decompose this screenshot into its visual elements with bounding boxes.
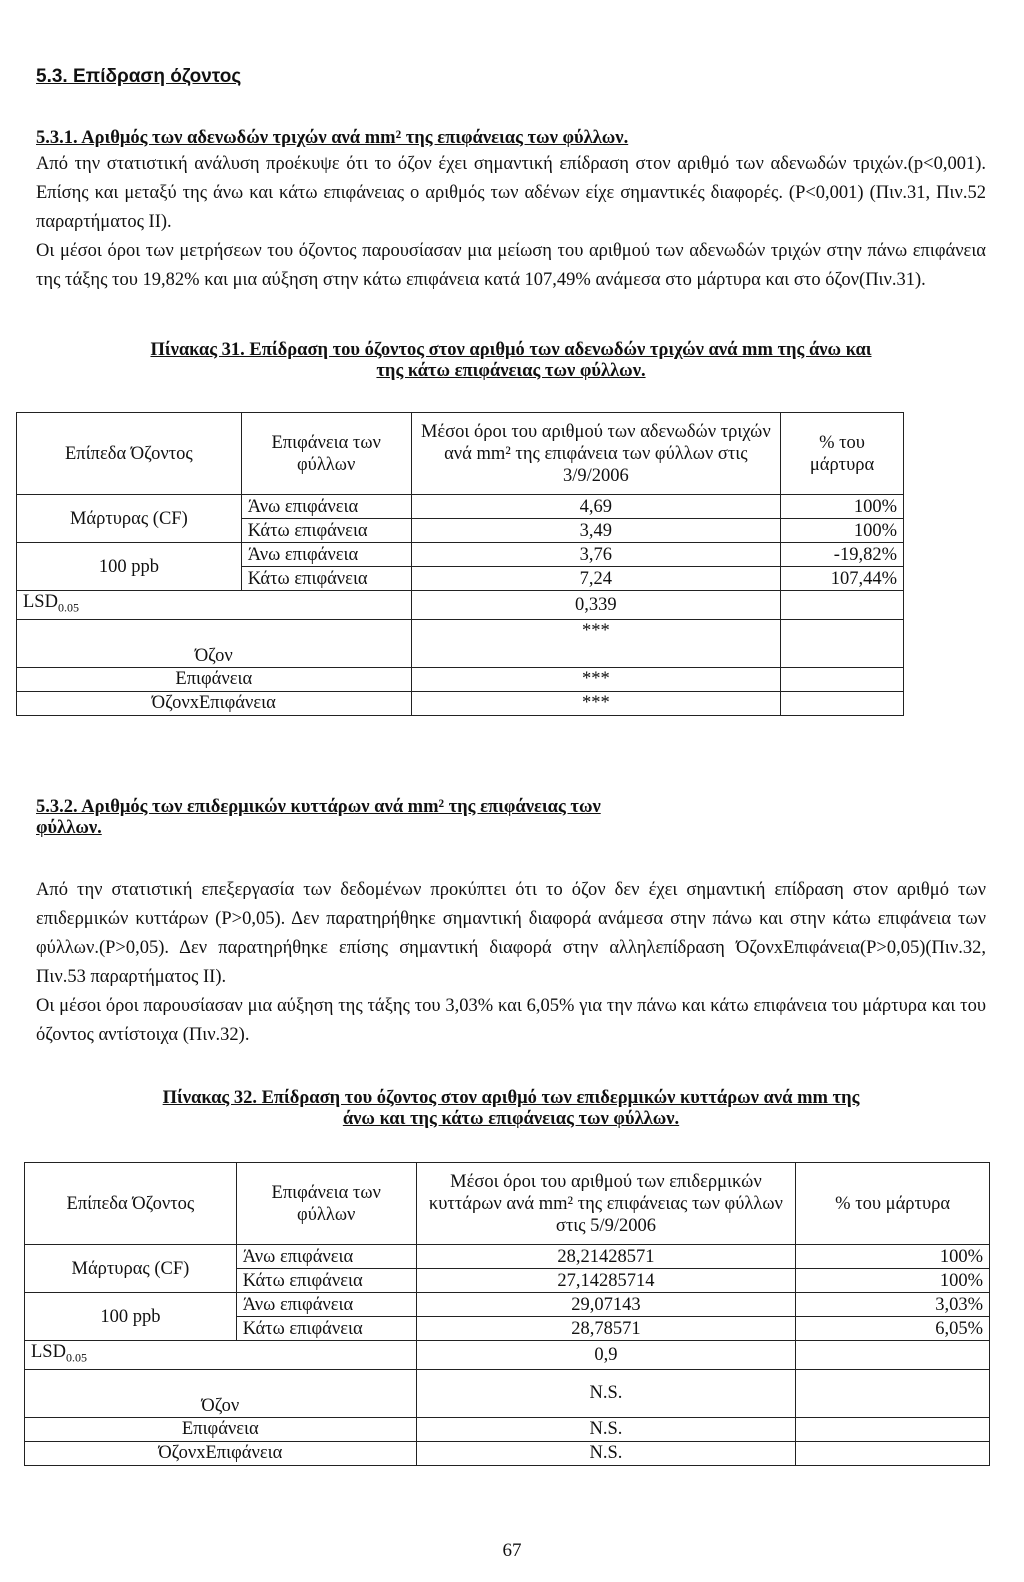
cell-ozone-sig: ***	[411, 619, 780, 667]
section-title: 5.3. Επίδραση όζοντος	[36, 66, 242, 87]
row-label-control: Μάρτυρας (CF)	[25, 1245, 237, 1293]
subsection-5-3-1-text	[36, 150, 986, 295]
paragraph: Από την στατιστική ανάλυση προέκυψε ότι το όζον έχει σημαντική επίδραση στον αριθμό των αδενωδών τριχών.(p<0,001). Επίσης και μεταξύ της άνω και κάτω επιφάνειας ο αριθμός των αδένων είχε σημαντικές διαφορές. (P<0,001) (Πιν.31, Πιν.52 παραρτήματος ΙΙ).	[36, 154, 986, 232]
row-label-surface: Επιφάνεια	[25, 1417, 417, 1441]
caption-line: άνω και της κάτω επιφάνειας των φύλλων.	[342, 1109, 680, 1129]
cell-ozone-sig: N.S.	[416, 1369, 796, 1417]
cell-pct: 100%	[796, 1245, 990, 1269]
cell-empty	[796, 1341, 990, 1370]
cell-value: 28,78571	[416, 1317, 796, 1341]
table-32	[24, 1162, 990, 1466]
cell-value: 3,49	[411, 519, 780, 543]
caption-line: Πίνακας 32. Επίδραση του όζοντος στον αριθμό των επιδερμικών κυττάρων ανά mm της	[162, 1088, 860, 1108]
header-mean: Μέσοι όροι του αριθμού των αδενωδών τριχών ανά mm² της επιφάνεια των φύλλων στις 3/9/2006	[411, 413, 780, 495]
table-31	[16, 412, 904, 716]
cell-empty	[796, 1369, 990, 1417]
caption-line: της κάτω επιφάνειας των φύλλων.	[376, 361, 646, 381]
row-label-interaction: ΌζονxΕπιφάνεια	[17, 691, 412, 715]
cell-empty	[781, 691, 904, 715]
cell-value: 29,07143	[416, 1293, 796, 1317]
cell-surface-sig: ***	[411, 667, 780, 691]
lsd-label: LSD	[31, 1342, 66, 1362]
header-level: Επίπεδα Όζοντος	[17, 413, 242, 495]
subsection-heading-5-3-1: 5.3.1. Αριθμός των αδενωδών τριχών ανά mm² της επιφάνειας των φύλλων.	[36, 128, 629, 148]
cell-pct: -19,82%	[781, 543, 904, 567]
cell-value: 27,14285714	[416, 1269, 796, 1293]
header-pct: % του μάρτυρα	[796, 1163, 990, 1245]
row-label-control: Μάρτυρας (CF)	[17, 495, 242, 543]
cell-surface: Άνω επιφάνεια	[241, 495, 411, 519]
header-surface: Επιφάνεια των φύλλων	[241, 413, 411, 495]
cell-value: 4,69	[411, 495, 780, 519]
cell-interaction-sig: N.S.	[416, 1441, 796, 1465]
row-label-ppb: 100 ppb	[17, 543, 242, 591]
cell-pct: 3,03%	[796, 1293, 990, 1317]
cell-pct: 6,05%	[796, 1317, 990, 1341]
cell-surface-sig: N.S.	[416, 1417, 796, 1441]
header-pct: % του μάρτυρα	[781, 413, 904, 495]
row-label-surface: Επιφάνεια	[17, 667, 412, 691]
row-label-lsd	[17, 591, 412, 620]
cell-empty	[796, 1417, 990, 1441]
row-label-ppb: 100 ppb	[25, 1293, 237, 1341]
cell-value: 7,24	[411, 567, 780, 591]
paragraph: Οι μέσοι όροι των μετρήσεων του όζοντος παρουσίασαν μια μείωση του αριθμού των αδενωδών τριχών στην πάνω επιφάνεια της τάξης του 19,82% και μια αύξηση στην κάτω επιφάνεια κατά 107,49% ανάμεσα στο μάρτυρα και στο όζον(Πιν.31).	[36, 241, 986, 290]
cell-empty	[796, 1441, 990, 1465]
subsection-5-3-2-text	[36, 876, 986, 1050]
cell-lsd-value: 0,9	[416, 1341, 796, 1370]
cell-pct: 107,44%	[781, 567, 904, 591]
cell-surface: Άνω επιφάνεια	[236, 1293, 416, 1317]
cell-surface: Κάτω επιφάνεια	[236, 1269, 416, 1293]
table-32-caption	[36, 1088, 986, 1130]
paragraph: Από την στατιστική επεξεργασία των δεδομένων προκύπτει ότι το όζον δεν έχει σημαντική επίδραση στον αριθμό των επιδερμικών κυττάρων (P>0,05). Δεν παρατηρήθηκε σημαντική διαφορά ανάμεσα στην πάνω και στην κάτω επιφάνεια των φύλλων.(P>0,05). Δεν παρατηρήθηκε επίσης σημαντική διαφορά στην αλληλεπίδραση ΌζονxΕπιφάνεια(P>0,05)(Πιν.32, Πιν.53 παραρτήματος ΙΙ).	[36, 880, 986, 987]
cell-surface: Κάτω επιφάνεια	[236, 1317, 416, 1341]
lsd-label: LSD	[23, 592, 58, 612]
heading-line: φύλλων.	[36, 818, 102, 838]
heading-line: 5.3.2. Αριθμός των επιδερμικών κυττάρων ανά mm² της επιφάνειας των	[36, 797, 601, 817]
cell-interaction-sig: ***	[411, 691, 780, 715]
row-label-ozone: Όζον	[25, 1369, 417, 1417]
caption-line: Πίνακας 31. Επίδραση του όζοντος στον αριθμό των αδενωδών τριχών ανά mm της άνω και	[150, 340, 872, 360]
lsd-subscript: 0.05	[57, 600, 79, 615]
cell-empty	[781, 591, 904, 620]
subsection-heading-5-3-2	[36, 797, 986, 839]
cell-pct: 100%	[781, 495, 904, 519]
cell-empty	[781, 667, 904, 691]
cell-value: 28,21428571	[416, 1245, 796, 1269]
cell-pct: 100%	[796, 1269, 990, 1293]
lsd-subscript: 0.05	[65, 1350, 87, 1365]
cell-pct: 100%	[781, 519, 904, 543]
table-31-caption	[36, 340, 986, 382]
cell-empty	[781, 619, 904, 667]
cell-surface: Κάτω επιφάνεια	[241, 519, 411, 543]
cell-surface: Άνω επιφάνεια	[241, 543, 411, 567]
row-label-interaction: ΌζονxΕπιφάνεια	[25, 1441, 417, 1465]
cell-surface: Άνω επιφάνεια	[236, 1245, 416, 1269]
header-surface: Επιφάνεια των φύλλων	[236, 1163, 416, 1245]
cell-lsd-value: 0,339	[411, 591, 780, 620]
header-level: Επίπεδα Όζοντος	[25, 1163, 237, 1245]
page-number: 67	[502, 1540, 522, 1561]
header-mean: Μέσοι όροι του αριθμού των επιδερμικών κυττάρων ανά mm² της επιφάνειας των φύλλων στις 5/9/2006	[416, 1163, 796, 1245]
row-label-lsd	[25, 1341, 417, 1370]
row-label-ozone: Όζον	[17, 619, 412, 667]
cell-value: 3,76	[411, 543, 780, 567]
paragraph: Οι μέσοι όροι παρουσίασαν μια αύξηση της τάξης του 3,03% και 6,05% για την πάνω και κάτω επιφάνεια του μάρτυρα και του όζοντος αντίστοιχα (Πιν.32).	[36, 996, 986, 1045]
cell-surface: Κάτω επιφάνεια	[241, 567, 411, 591]
